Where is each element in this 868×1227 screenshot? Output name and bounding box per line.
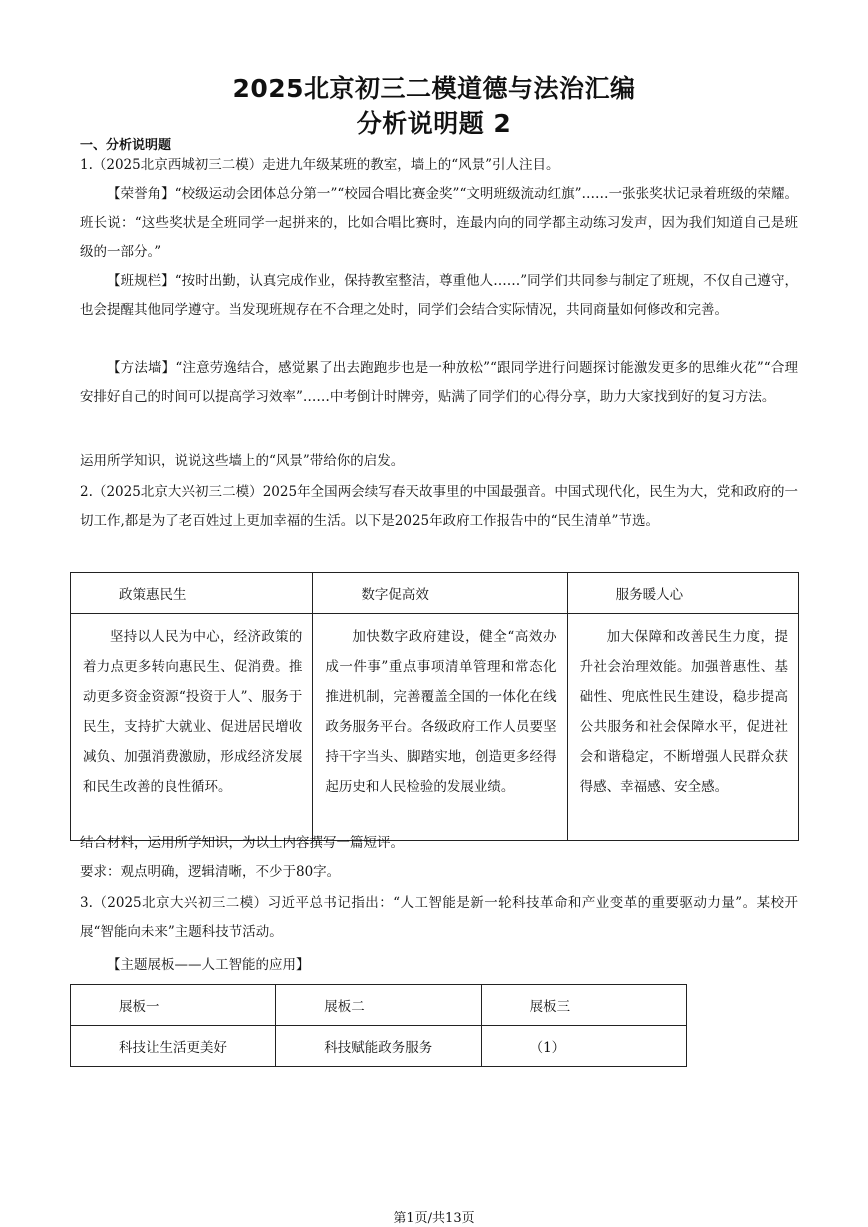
document-title: 2025北京初三二模道德与法治汇编 — [232, 74, 636, 103]
q3-board-title: 【主题展板——人工智能的应用】 — [107, 957, 310, 973]
table-header-cell — [276, 985, 481, 1026]
cell-policy-text: 坚持以人民为中心，经济政策的着力点更多转向惠民生、促消费。推动更多资金资源“投资于人”、服务于民生，支持扩大就业、促进居民增收减负、加强消费激励，形成经济发展和民生改善的良性循环。 — [83, 629, 303, 795]
cell-board-1: 科技让生活更美好 — [119, 1040, 227, 1056]
ai-board-table — [70, 984, 687, 1067]
table-cell — [276, 1026, 481, 1067]
q2-requirement: 要求：观点明确，逻辑清晰，不少于80字。 — [80, 864, 341, 880]
q1-honor-corner: 【荣誉角】“校级运动会团体总分第一”“校园合唱比赛金奖”“文明班级流动红旗”……一张张奖状记录着班级的荣耀。班长说：“这些奖状是全班同学一起拼来的，比如合唱比赛时，连最内向的同学都主动练习发声，因为我们知道自己是班级的一部分。” — [80, 186, 798, 260]
table-cell — [71, 1026, 276, 1067]
page-number: 第1页/共13页 — [393, 1211, 475, 1226]
table-cell — [313, 614, 567, 841]
livelihood-table — [70, 572, 799, 841]
table-cell — [567, 614, 798, 841]
table-header-cell — [71, 573, 313, 614]
cell-digital-text: 加快数字政府建设，健全“高效办成一件事”重点事项清单管理和常态化推进机制，完善覆盖全国的一体化在线政务服务平台。各级政府工作人员要坚持干字当头、脚踏实地，创造更多经得起历史和人民检验的发展业绩。 — [325, 629, 557, 795]
header-policy: 政策惠民生 — [119, 587, 187, 603]
header-digital: 数字促高效 — [361, 587, 429, 603]
table-row — [71, 1026, 687, 1067]
q2-stem: 2.（2025北京大兴初三二模）2025年全国两会续写春天故事里的中国最强音。中国式现代化，民生为大，党和政府的一切工作,都是为了老百姓过上更加幸福的生活。以下是2025年政府工作报告中的“民生清单”节选。 — [80, 484, 798, 529]
table-cell — [71, 614, 313, 841]
cell-service-text: 加大保障和改善民生力度，提升社会治理效能。加强普惠性、基础性、兜底性民生建设，稳步提高公共服务和社会保障水平，促进社会和谐稳定，不断增强人民群众获得感、幸福感、安全感。 — [579, 629, 788, 795]
table-header-row — [71, 573, 799, 614]
table-header-cell — [71, 985, 276, 1026]
header-service: 服务暖人心 — [615, 587, 684, 603]
table-header-row — [71, 985, 687, 1026]
table-row — [71, 614, 799, 841]
header-board-3: 展板三 — [529, 999, 571, 1015]
cell-board-2: 科技赋能政务服务 — [324, 1040, 433, 1056]
table-header-cell — [481, 985, 686, 1026]
header-board-2: 展板二 — [324, 999, 365, 1015]
q1-method-wall: 【方法墙】“注意劳逸结合，感觉累了出去跑跑步也是一种放松”“跟同学进行问题探讨能激发更多的思维火花”“合理安排好自己的时间可以提高学习效率”……中考倒计时牌旁，贴满了同学们的心得分享，助力大家找到好的复习方法。 — [80, 360, 798, 405]
cell-board-3-blank: （1） — [529, 1040, 566, 1056]
table-header-cell — [313, 573, 567, 614]
table-cell — [481, 1026, 686, 1067]
q2-instruction: 结合材料，运用所学知识，为以上内容撰写一篇短评。 — [80, 835, 404, 851]
section-heading: 一、分析说明题 — [80, 138, 172, 153]
table-header-cell — [567, 573, 798, 614]
q1-stem: 1.（2025北京西城初三二模）走进九年级某班的教室，墙上的“风景”引人注目。 — [80, 157, 560, 173]
q1-question: 运用所学知识，说说这些墙上的“风景”带给你的启发。 — [80, 453, 405, 469]
q1-class-rules: 【班规栏】“按时出勤，认真完成作业，保持教室整洁，尊重他人……”同学们共同参与制定了班规，不仅自己遵守，也会提醒其他同学遵守。当发现班规存在不合理之处时，同学们会结合实际情况，共同商量如何修改和完善。 — [80, 273, 798, 318]
q3-stem: 3.（2025北京大兴初三二模）习近平总书记指出：“人工智能是新一轮科技革命和产业变革的重要驱动力量”。某校开展“智能向未来”主题科技节活动。 — [80, 895, 798, 940]
header-board-1: 展板一 — [119, 999, 160, 1015]
document-subtitle: 分析说明题 2 — [356, 109, 512, 138]
